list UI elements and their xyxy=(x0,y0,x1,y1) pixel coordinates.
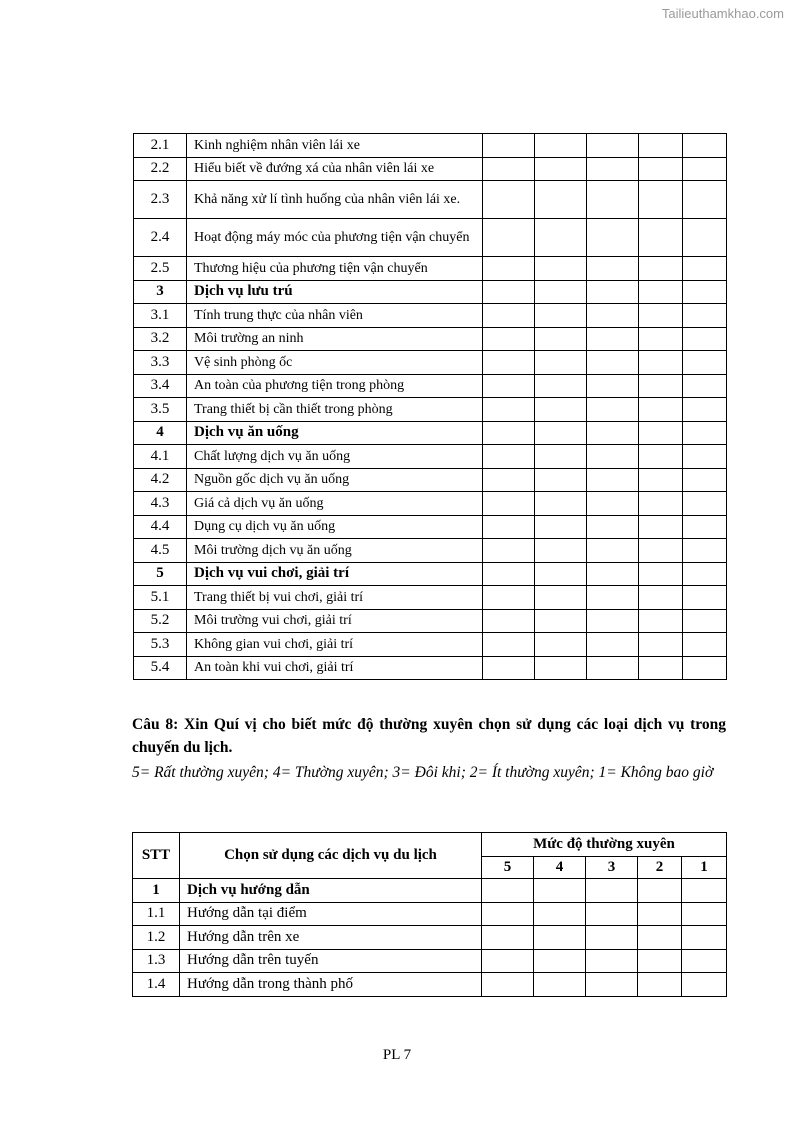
criterion-label: Hoạt động máy móc của phương tiện vận chuyển xyxy=(187,219,483,257)
criterion-label: Dụng cụ dịch vụ ăn uống xyxy=(187,515,483,539)
rating-cell[interactable] xyxy=(639,280,683,304)
row-number: 4.3 xyxy=(134,492,187,516)
rating-cell[interactable] xyxy=(683,327,727,351)
rating-cell[interactable] xyxy=(535,445,587,469)
rating-cell[interactable] xyxy=(483,539,535,563)
rating-cell[interactable] xyxy=(639,468,683,492)
rating-cell[interactable] xyxy=(483,304,535,328)
row-number: 3 xyxy=(134,280,187,304)
table-row xyxy=(133,973,727,997)
rating-cell[interactable] xyxy=(483,374,535,398)
table-row xyxy=(134,374,727,398)
table-row xyxy=(134,656,727,680)
rating-cell[interactable] xyxy=(535,515,587,539)
row-number: 1 xyxy=(133,879,180,903)
table-row xyxy=(134,134,727,158)
question-8-legend: 5= Rất thường xuyên; 4= Thường xuyên; 3= Đôi khi; 2= Ít thường xuyên; 1= Không bao giờ xyxy=(132,764,714,781)
section-row xyxy=(134,421,727,445)
rating-cell[interactable] xyxy=(683,609,727,633)
row-number: 2.1 xyxy=(134,134,187,158)
header-level: 4 xyxy=(534,857,586,879)
rating-cell[interactable] xyxy=(639,304,683,328)
rating-cell[interactable] xyxy=(639,398,683,422)
rating-cell[interactable] xyxy=(587,609,639,633)
rating-cell[interactable] xyxy=(483,351,535,375)
rating-cell[interactable] xyxy=(683,633,727,657)
table-row xyxy=(134,633,727,657)
criterion-label: Khả năng xử lí tình huống của nhân viên lái xe. xyxy=(187,181,483,219)
header-frequency: Mức độ thường xuyên xyxy=(482,833,727,857)
rating-cell[interactable] xyxy=(483,445,535,469)
rating-cell[interactable] xyxy=(639,539,683,563)
row-number: 3.5 xyxy=(134,398,187,422)
criterion-label: Hướng dẫn trên tuyến xyxy=(180,949,482,973)
rating-cell[interactable] xyxy=(638,902,682,926)
rating-cell[interactable] xyxy=(587,515,639,539)
rating-cell[interactable] xyxy=(534,973,586,997)
table-row xyxy=(134,539,727,563)
section-row xyxy=(134,280,727,304)
rating-cell[interactable] xyxy=(639,134,683,158)
rating-cell[interactable] xyxy=(639,633,683,657)
rating-cell[interactable] xyxy=(638,926,682,950)
rating-cell[interactable] xyxy=(587,157,639,181)
criterion-label: Môi trường vui chơi, giải trí xyxy=(187,609,483,633)
row-number: 5.1 xyxy=(134,586,187,610)
criterion-label: Trang thiết bị cần thiết trong phòng xyxy=(187,398,483,422)
rating-cell[interactable] xyxy=(535,586,587,610)
rating-cell[interactable] xyxy=(483,327,535,351)
rating-cell[interactable] xyxy=(682,926,727,950)
rating-cell[interactable] xyxy=(587,656,639,680)
section-row xyxy=(133,879,727,903)
rating-cell[interactable] xyxy=(483,219,535,257)
rating-cell[interactable] xyxy=(587,633,639,657)
rating-cell[interactable] xyxy=(587,351,639,375)
rating-cell[interactable] xyxy=(535,327,587,351)
service-rating-table-body xyxy=(134,134,727,680)
table-row xyxy=(133,926,727,950)
table-row xyxy=(134,219,727,257)
rating-cell[interactable] xyxy=(587,134,639,158)
rating-cell[interactable] xyxy=(683,562,727,586)
table-row xyxy=(134,351,727,375)
rating-cell[interactable] xyxy=(683,374,727,398)
rating-cell[interactable] xyxy=(535,421,587,445)
rating-cell[interactable] xyxy=(534,879,586,903)
rating-cell[interactable] xyxy=(683,157,727,181)
rating-cell[interactable] xyxy=(587,468,639,492)
table-row xyxy=(134,181,727,219)
rating-cell[interactable] xyxy=(683,468,727,492)
rating-cell[interactable] xyxy=(639,421,683,445)
rating-cell[interactable] xyxy=(587,327,639,351)
criterion-label: An toàn của phương tiện trong phòng xyxy=(187,374,483,398)
table-row xyxy=(134,398,727,422)
rating-cell[interactable] xyxy=(682,949,727,973)
service-rating-table xyxy=(133,133,727,680)
rating-cell[interactable] xyxy=(638,973,682,997)
header-level: 1 xyxy=(682,857,727,879)
rating-cell[interactable] xyxy=(535,562,587,586)
row-number: 5.2 xyxy=(134,609,187,633)
rating-cell[interactable] xyxy=(483,609,535,633)
rating-cell[interactable] xyxy=(535,656,587,680)
rating-cell[interactable] xyxy=(483,515,535,539)
table-row xyxy=(134,304,727,328)
rating-cell[interactable] xyxy=(639,351,683,375)
rating-cell[interactable] xyxy=(683,181,727,219)
rating-cell[interactable] xyxy=(483,134,535,158)
rating-cell[interactable] xyxy=(534,926,586,950)
rating-cell[interactable] xyxy=(535,492,587,516)
criterion-label: Môi trường dịch vụ ăn uống xyxy=(187,539,483,563)
criterion-label: Trang thiết bị vui chơi, giải trí xyxy=(187,586,483,610)
row-number: 1.2 xyxy=(133,926,180,950)
rating-cell[interactable] xyxy=(587,562,639,586)
rating-cell[interactable] xyxy=(482,879,534,903)
criterion-label: Hướng dẫn trong thành phố xyxy=(180,973,482,997)
rating-cell[interactable] xyxy=(586,879,638,903)
rating-cell[interactable] xyxy=(483,257,535,281)
row-number: 5.3 xyxy=(134,633,187,657)
rating-cell[interactable] xyxy=(682,902,727,926)
rating-cell[interactable] xyxy=(639,257,683,281)
row-number: 4.4 xyxy=(134,515,187,539)
rating-cell[interactable] xyxy=(638,949,682,973)
criterion-label: Tính trung thực của nhân viên xyxy=(187,304,483,328)
rating-cell[interactable] xyxy=(535,633,587,657)
rating-cell[interactable] xyxy=(683,304,727,328)
table-row xyxy=(134,327,727,351)
row-number: 3.1 xyxy=(134,304,187,328)
criterion-label: Môi trường an ninh xyxy=(187,327,483,351)
rating-cell[interactable] xyxy=(586,902,638,926)
rating-cell[interactable] xyxy=(535,219,587,257)
rating-cell[interactable] xyxy=(683,492,727,516)
rating-cell[interactable] xyxy=(587,219,639,257)
rating-cell[interactable] xyxy=(535,157,587,181)
row-number: 5.4 xyxy=(134,656,187,680)
criterion-label: Hướng dẫn trên xe xyxy=(180,926,482,950)
row-number: 4 xyxy=(134,421,187,445)
row-number: 4.5 xyxy=(134,539,187,563)
rating-cell[interactable] xyxy=(535,539,587,563)
rating-cell[interactable] xyxy=(587,304,639,328)
rating-cell[interactable] xyxy=(535,351,587,375)
rating-cell[interactable] xyxy=(586,973,638,997)
row-number: 1.4 xyxy=(133,973,180,997)
rating-cell[interactable] xyxy=(535,609,587,633)
table-row xyxy=(134,492,727,516)
rating-cell[interactable] xyxy=(639,562,683,586)
rating-cell[interactable] xyxy=(639,157,683,181)
table-row xyxy=(134,586,727,610)
rating-cell[interactable] xyxy=(587,181,639,219)
row-number: 3.2 xyxy=(134,327,187,351)
rating-cell[interactable] xyxy=(483,280,535,304)
row-number: 3.4 xyxy=(134,374,187,398)
rating-cell[interactable] xyxy=(483,157,535,181)
rating-cell[interactable] xyxy=(483,181,535,219)
section-title: Dịch vụ hướng dẫn xyxy=(180,879,482,903)
rating-cell[interactable] xyxy=(587,492,639,516)
rating-cell[interactable] xyxy=(639,656,683,680)
row-number: 1.1 xyxy=(133,902,180,926)
rating-cell[interactable] xyxy=(639,219,683,257)
rating-cell[interactable] xyxy=(587,586,639,610)
rating-cell[interactable] xyxy=(483,398,535,422)
rating-cell[interactable] xyxy=(535,181,587,219)
rating-cell[interactable] xyxy=(683,398,727,422)
frequency-table xyxy=(132,832,727,997)
rating-cell[interactable] xyxy=(482,926,534,950)
rating-cell[interactable] xyxy=(483,468,535,492)
header-service: Chọn sử dụng các dịch vụ du lịch xyxy=(180,833,482,879)
criterion-label: Chất lượng dịch vụ ăn uống xyxy=(187,445,483,469)
header-level: 2 xyxy=(638,857,682,879)
rating-cell[interactable] xyxy=(587,374,639,398)
rating-cell[interactable] xyxy=(483,421,535,445)
header-level: 5 xyxy=(482,857,534,879)
rating-cell[interactable] xyxy=(534,949,586,973)
row-number: 1.3 xyxy=(133,949,180,973)
rating-cell[interactable] xyxy=(535,304,587,328)
rating-cell[interactable] xyxy=(683,351,727,375)
section-title: Dịch vụ ăn uống xyxy=(187,421,483,445)
row-number: 4.2 xyxy=(134,468,187,492)
header-stt: STT xyxy=(133,833,180,879)
row-number: 2.2 xyxy=(134,157,187,181)
rating-cell[interactable] xyxy=(482,973,534,997)
rating-cell[interactable] xyxy=(482,902,534,926)
table-row xyxy=(134,515,727,539)
rating-cell[interactable] xyxy=(638,879,682,903)
criterion-label: Hướng dẫn tại điểm xyxy=(180,902,482,926)
rating-cell[interactable] xyxy=(683,539,727,563)
rating-cell[interactable] xyxy=(639,492,683,516)
rating-cell[interactable] xyxy=(483,492,535,516)
table-row xyxy=(133,902,727,926)
rating-cell[interactable] xyxy=(639,586,683,610)
rating-cell[interactable] xyxy=(587,280,639,304)
rating-cell[interactable] xyxy=(639,181,683,219)
rating-cell[interactable] xyxy=(587,445,639,469)
rating-cell[interactable] xyxy=(683,219,727,257)
row-number: 3.3 xyxy=(134,351,187,375)
table-row xyxy=(134,257,727,281)
criterion-label: Hiểu biết về đướng xá của nhân viên lái xe xyxy=(187,157,483,181)
rating-cell[interactable] xyxy=(683,134,727,158)
rating-cell[interactable] xyxy=(482,949,534,973)
rating-cell[interactable] xyxy=(586,949,638,973)
section-row xyxy=(134,562,727,586)
rating-cell[interactable] xyxy=(535,257,587,281)
rating-cell[interactable] xyxy=(587,398,639,422)
criterion-label: Vệ sinh phòng ốc xyxy=(187,351,483,375)
table-row xyxy=(134,609,727,633)
rating-cell[interactable] xyxy=(483,656,535,680)
table-row xyxy=(134,157,727,181)
criterion-label: Kinh nghiệm nhân viên lái xe xyxy=(187,134,483,158)
rating-cell[interactable] xyxy=(683,257,727,281)
rating-cell[interactable] xyxy=(587,539,639,563)
rating-cell[interactable] xyxy=(639,445,683,469)
section-title: Dịch vụ vui chơi, giải trí xyxy=(187,562,483,586)
rating-cell[interactable] xyxy=(683,445,727,469)
row-number: 5 xyxy=(134,562,187,586)
criterion-label: Nguồn gốc dịch vụ ăn uống xyxy=(187,468,483,492)
table-row xyxy=(134,445,727,469)
rating-cell[interactable] xyxy=(535,398,587,422)
table-row xyxy=(133,949,727,973)
rating-cell[interactable] xyxy=(535,134,587,158)
rating-cell[interactable] xyxy=(683,656,727,680)
row-number: 2.4 xyxy=(134,219,187,257)
rating-cell[interactable] xyxy=(587,421,639,445)
rating-cell[interactable] xyxy=(682,879,727,903)
criterion-label: Thương hiệu của phương tiện vận chuyển xyxy=(187,257,483,281)
rating-cell[interactable] xyxy=(587,257,639,281)
criterion-label: An toàn khi vui chơi, giải trí xyxy=(187,656,483,680)
rating-cell[interactable] xyxy=(483,586,535,610)
criterion-label: Giá cả dịch vụ ăn uống xyxy=(187,492,483,516)
criterion-label: Không gian vui chơi, giải trí xyxy=(187,633,483,657)
rating-cell[interactable] xyxy=(483,633,535,657)
rating-cell[interactable] xyxy=(639,327,683,351)
rating-cell[interactable] xyxy=(535,468,587,492)
watermark: Tailieuthamkhao.com xyxy=(661,6,784,21)
frequency-table-body xyxy=(133,879,727,997)
question-8-title: Câu 8: Xin Quí vị cho biết mức độ thường xuyên chọn sử dụng các loại dịch vụ trong chuyến du lịch. xyxy=(132,716,726,756)
question-8 xyxy=(132,713,726,784)
rating-cell[interactable] xyxy=(639,609,683,633)
rating-cell[interactable] xyxy=(534,902,586,926)
rating-cell[interactable] xyxy=(586,926,638,950)
row-number: 2.5 xyxy=(134,257,187,281)
rating-cell[interactable] xyxy=(535,280,587,304)
rating-cell[interactable] xyxy=(683,421,727,445)
header-level: 3 xyxy=(586,857,638,879)
page-number: PL 7 xyxy=(382,1047,412,1063)
row-number: 4.1 xyxy=(134,445,187,469)
section-title: Dịch vụ lưu trú xyxy=(187,280,483,304)
rating-cell[interactable] xyxy=(683,515,727,539)
rating-cell[interactable] xyxy=(682,973,727,997)
rating-cell[interactable] xyxy=(683,280,727,304)
rating-cell[interactable] xyxy=(639,374,683,398)
rating-cell[interactable] xyxy=(483,562,535,586)
rating-cell[interactable] xyxy=(683,586,727,610)
table-row xyxy=(134,468,727,492)
rating-cell[interactable] xyxy=(535,374,587,398)
row-number: 2.3 xyxy=(134,181,187,219)
rating-cell[interactable] xyxy=(639,515,683,539)
